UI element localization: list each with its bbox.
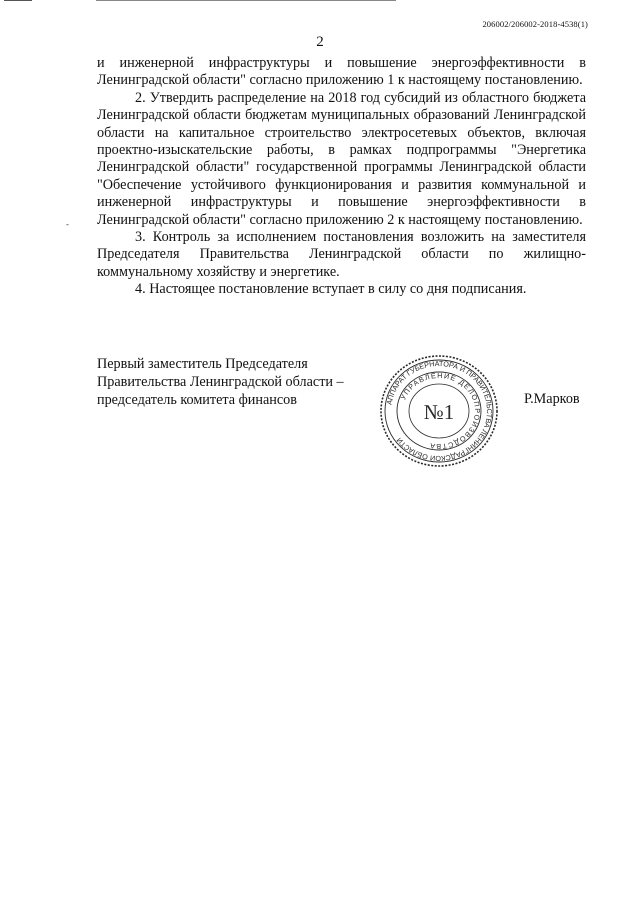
seal-inner-text: УПРАВЛЕНИЕ ДЕЛОПРОИЗВОДСТВА	[398, 370, 483, 452]
seal-graphic	[377, 352, 501, 470]
document-code: 206002/206002-2018-4538(1)	[482, 19, 588, 29]
paragraph-3: 3. Контроль за исполнением постановления возложить на заместителя Председателя Правительства Ленинградской области по жилищно-коммунальному хозяйству и энергетике.	[97, 229, 586, 280]
paragraph-4: 4. Настоящее постановление вступает в силу со дня подписания.	[135, 281, 527, 298]
signer-block	[97, 355, 377, 409]
document-body	[97, 55, 586, 299]
signer-title-line-2: Правительства Ленинградской области –	[97, 374, 344, 390]
seal-number: №1	[423, 400, 455, 424]
margin-mark: -	[66, 219, 69, 229]
paragraph-1-continuation: и инженерной инфраструктуры и повышение энергоэффективности в Ленинградской области" согласно приложению 1 к настоящему постановлению.	[97, 55, 586, 89]
scan-artifact-line	[4, 0, 32, 1]
page-number: 2	[316, 34, 324, 50]
scan-artifact-line	[96, 0, 396, 1]
signer-name: Р.Марков	[524, 391, 580, 407]
paragraph-2: 2. Утвердить распределение на 2018 год субсидий из областного бюджета Ленинградской области бюджетам муниципальных образований Ленинградской области на капитальное строительство электросетевых объектов, включая проектно-изыскательские работы, в рамках подпрограммы "Энергетика Ленинградской области" государственной программы Ленинградской области "Обеспечение устойчивого функционирования и развития коммунальной и инженерной инфраструктуры и повышение энергоэффективности в Ленинградской области" согласно приложению 2 к настоящему постановлению.	[97, 89, 586, 228]
seal-outer-text: АППАРАТ ГУБЕРНАТОРА И ПРАВИТЕЛЬСТВА ЛЕНИНГРАДСКОЙ ОБЛАСТИ	[384, 358, 495, 464]
signer-title-line-1: Первый заместитель Председателя	[97, 356, 308, 372]
official-seal-stamp	[377, 352, 501, 470]
signer-title-line-3: председатель комитета финансов	[97, 392, 297, 408]
